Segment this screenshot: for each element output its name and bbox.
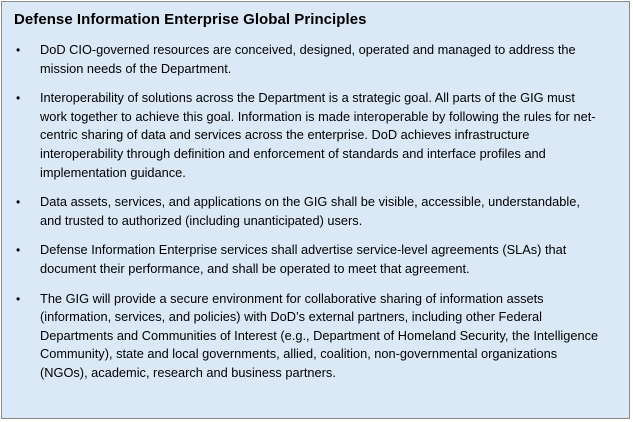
principle-text-2: Interoperability of solutions across the Department is a strategic goal. All parts of the GIG must work together to achieve this goal. Information is made interoperable by following the rules for net-centric sharing of data and services across the enterprise. DoD achieves infrastructure interoperability through definition and enforcement of standards and interface profiles and implementation guidance.: [40, 90, 596, 180]
bullet-icon: •: [16, 195, 21, 210]
principle-item-5: [2, 290, 600, 383]
principle-text-1: DoD CIO-governed resources are conceived, designed, operated and managed to address the mission needs of the Department.: [40, 42, 576, 76]
principle-item-2: [2, 89, 600, 182]
principle-item-3: [2, 193, 600, 230]
principles-box: [1, 1, 630, 419]
principle-text-5: The GIG will provide a secure environment for collaborative sharing of information assets (information, services, and policies) with DoD’s external partners, including other Federal Departments and Communities of Interest (e.g., Department of Homeland Security, the Intelligence Community), state and local governments, allied, coalition, non-governmental organizations (NGOs), academic, research and business partners.: [40, 290, 599, 380]
bullet-icon: •: [16, 291, 21, 306]
bullet-icon: •: [16, 91, 21, 106]
bullet-icon: •: [16, 243, 21, 258]
principle-text-3: Data assets, services, and applications on the GIG shall be visible, accessible, understandable, and trusted to authorized (including unanticipated) users.: [40, 194, 580, 228]
principle-text-4: Defense Information Enterprise services shall advertise service-level agreements (SLAs) that document their performance, and shall be operated to meet that agreement.: [40, 242, 567, 276]
box-title: Defense Information Enterprise Global Principles: [14, 11, 367, 28]
bullet-icon: •: [16, 43, 21, 57]
principle-list: [2, 41, 600, 394]
principle-item-4: [2, 241, 600, 278]
principle-item-1: [2, 41, 600, 78]
